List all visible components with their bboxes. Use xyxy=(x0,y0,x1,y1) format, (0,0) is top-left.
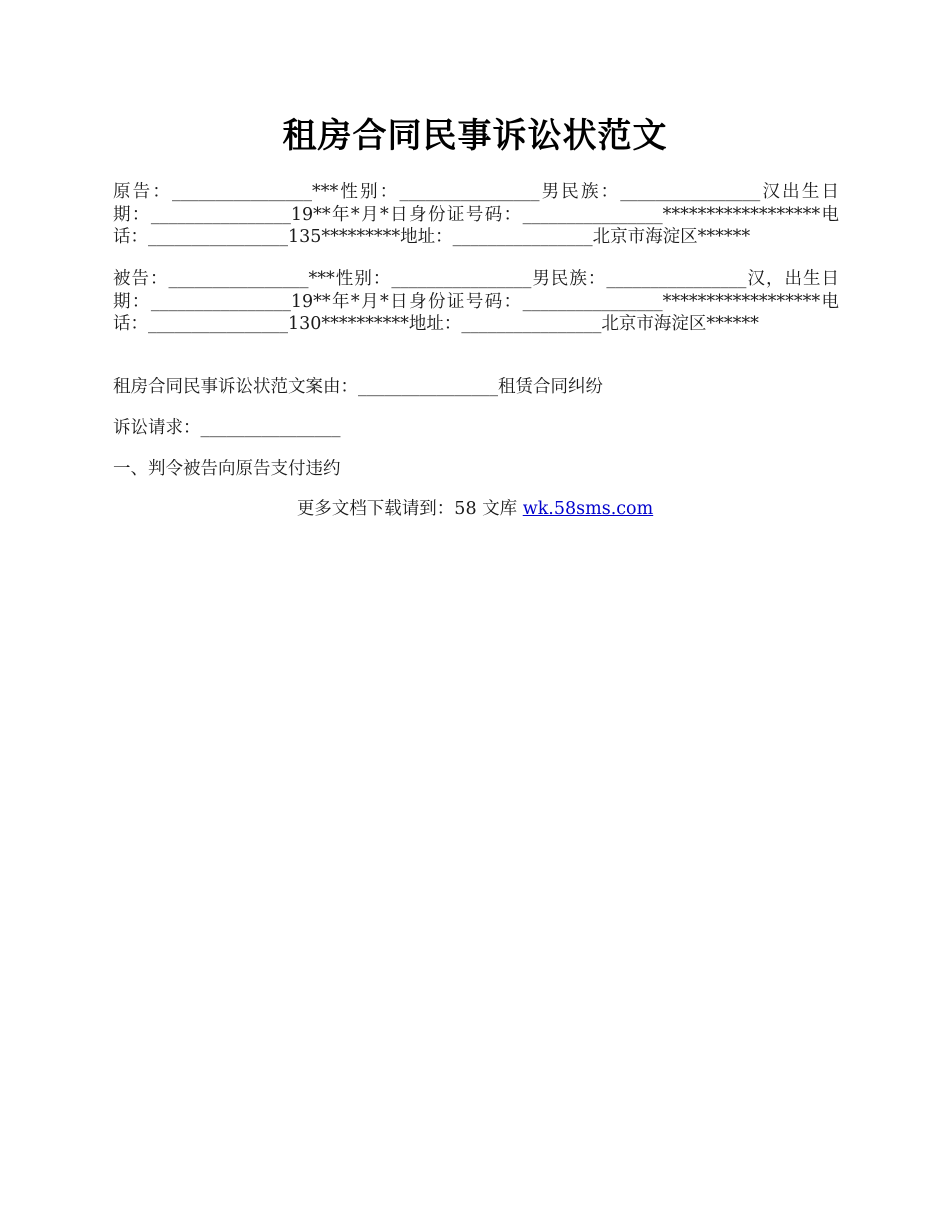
footer-link[interactable]: wk.58sms.com xyxy=(522,499,654,519)
claim-item-1: 一、判令被告向原告支付违约 xyxy=(113,459,341,479)
case-cause-paragraph: 租房合同民事诉讼状范文案由：________________租赁合同纠纷 xyxy=(113,377,603,397)
defendant-paragraph: 被告：________________***性别：________________男民族：________________汉，出生日期：________________19**年*月*日身份证号码：________________******************电话：________________130**********地址：________________北京市海淀区****** xyxy=(113,269,839,334)
claims-label-paragraph: 诉讼请求：________________ xyxy=(113,418,341,438)
plaintiff-paragraph: 原告：________________***性别：________________男民族：________________汉出生日期：________________19**年*月*日身份证号码：________________******************电话：________________135*********地址：________________北京市海淀区****** xyxy=(113,182,839,247)
document-title: 租房合同民事诉讼状范文 xyxy=(282,116,668,156)
download-footer xyxy=(0,498,950,521)
footer-text: 更多文档下载请到：58 文库 xyxy=(296,499,523,519)
